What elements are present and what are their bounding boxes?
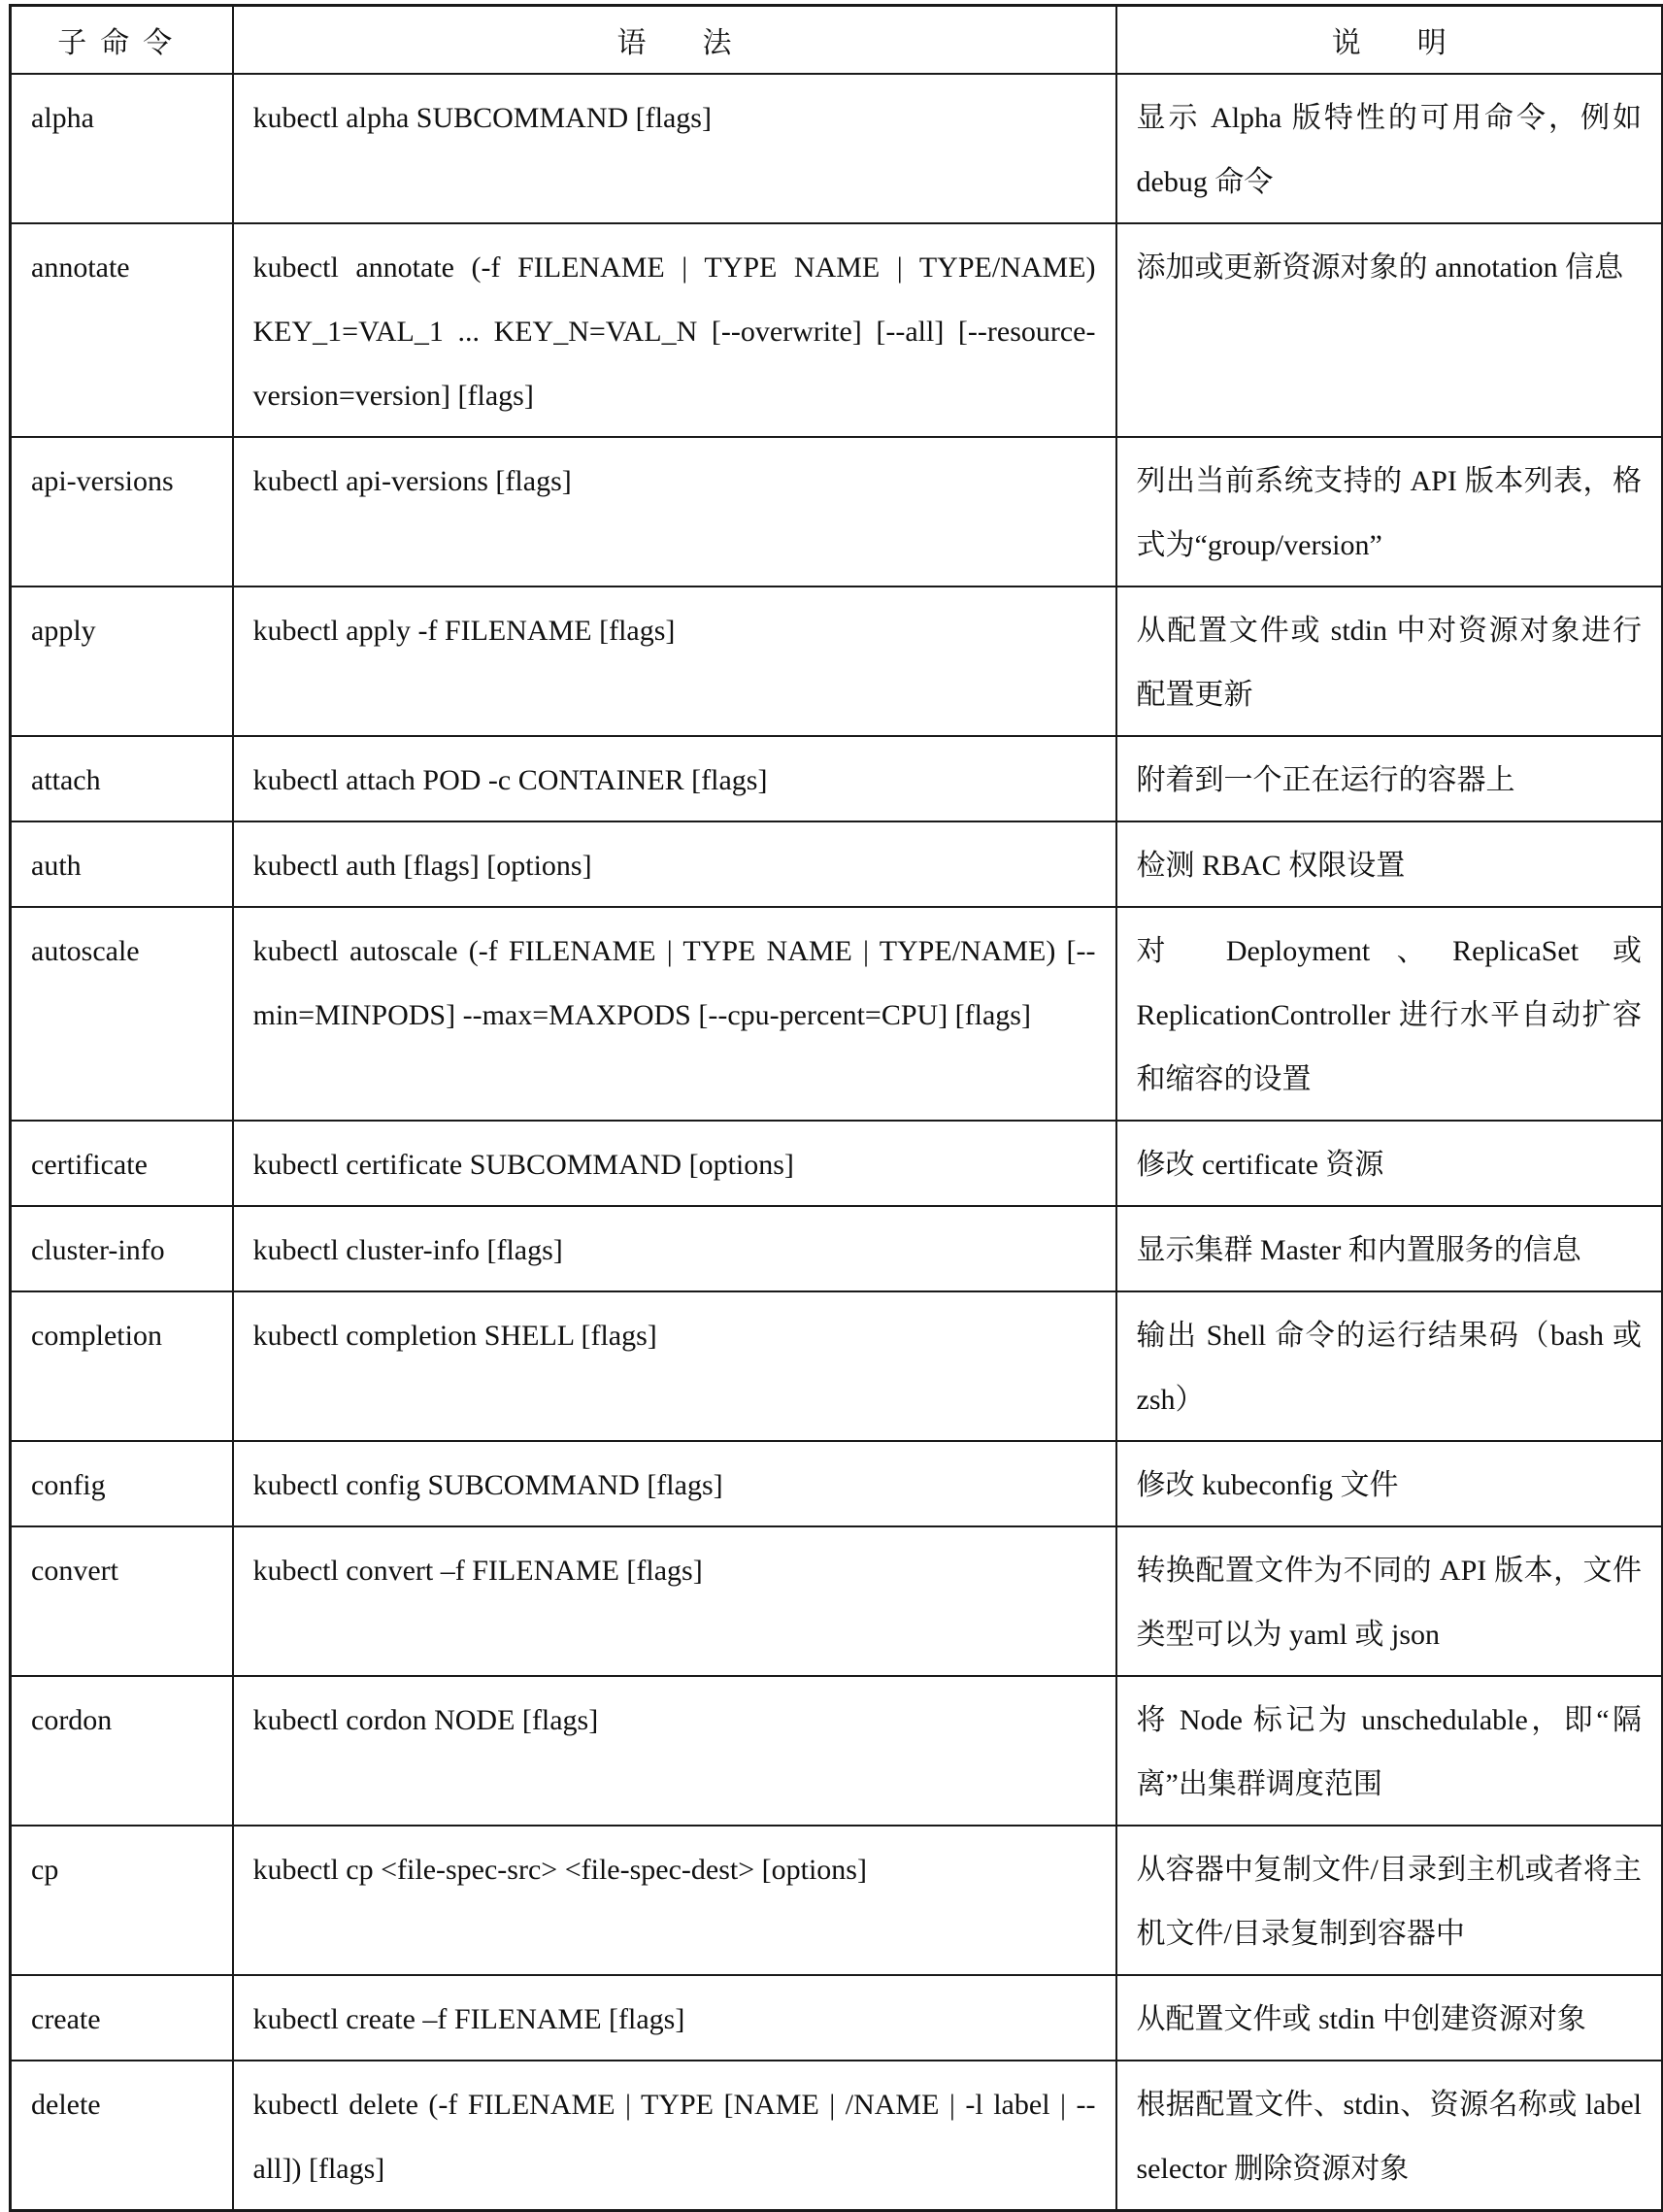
table-row (11, 74, 1663, 223)
table-row (11, 821, 1663, 907)
cell-description: 附着到一个正在运行的容器上 (1116, 736, 1663, 821)
header-syntax: 语法 (233, 6, 1116, 75)
cell-description: 从容器中复制文件/目录到主机或者将主机文件/目录复制到容器中 (1116, 1826, 1663, 1975)
cell-description: 从配置文件或 stdin 中创建资源对象 (1116, 1975, 1663, 2061)
table-body (11, 74, 1663, 2211)
cell-syntax: kubectl autoscale (-f FILENAME | TYPE NAME | TYPE/NAME) [--min=MINPODS] --max=MAXPODS [--cpu-percent=CPU] [flags] (233, 907, 1116, 1121)
cell-subcommand: certificate (11, 1121, 233, 1206)
cell-description: 显示集群 Master 和内置服务的信息 (1116, 1206, 1663, 1291)
cell-syntax: kubectl create –f FILENAME [flags] (233, 1975, 1116, 2061)
cell-subcommand: autoscale (11, 907, 233, 1121)
cell-subcommand: config (11, 1441, 233, 1526)
cell-description: 将 Node 标记为 unschedulable，即“隔离”出集群调度范围 (1116, 1676, 1663, 1826)
cell-subcommand: auth (11, 821, 233, 907)
table-row (11, 587, 1663, 736)
table-row (11, 2061, 1663, 2211)
cell-syntax: kubectl convert –f FILENAME [flags] (233, 1526, 1116, 1676)
cell-syntax: kubectl attach POD -c CONTAINER [flags] (233, 736, 1116, 821)
cell-description: 检测 RBAC 权限设置 (1116, 821, 1663, 907)
cell-subcommand: api-versions (11, 437, 233, 587)
cell-syntax: kubectl api-versions [flags] (233, 437, 1116, 587)
cell-syntax: kubectl auth [flags] [options] (233, 821, 1116, 907)
cell-subcommand: completion (11, 1291, 233, 1441)
cell-description: 输出 Shell 命令的运行结果码（bash 或 zsh） (1116, 1291, 1663, 1441)
cell-syntax: kubectl cluster-info [flags] (233, 1206, 1116, 1291)
cell-syntax: kubectl alpha SUBCOMMAND [flags] (233, 74, 1116, 223)
cell-syntax: kubectl completion SHELL [flags] (233, 1291, 1116, 1441)
cell-description: 从配置文件或 stdin 中对资源对象进行配置更新 (1116, 587, 1663, 736)
cell-description: 对 Deployment、ReplicaSet 或 ReplicationController 进行水平自动扩容和缩容的设置 (1116, 907, 1663, 1121)
table-row (11, 1975, 1663, 2061)
cell-subcommand: delete (11, 2061, 233, 2211)
cell-subcommand: create (11, 1975, 233, 2061)
cell-description: 显示 Alpha 版特性的可用命令，例如 debug 命令 (1116, 74, 1663, 223)
cell-syntax: kubectl cordon NODE [flags] (233, 1676, 1116, 1826)
cell-subcommand: annotate (11, 223, 233, 437)
cell-description: 修改 kubeconfig 文件 (1116, 1441, 1663, 1526)
cell-subcommand: attach (11, 736, 233, 821)
table-row (11, 1291, 1663, 1441)
cell-description: 添加或更新资源对象的 annotation 信息 (1116, 223, 1663, 437)
table-row (11, 736, 1663, 821)
header-subcommand: 子命令 (11, 6, 233, 75)
cell-description: 列出当前系统支持的 API 版本列表，格式为“group/version” (1116, 437, 1663, 587)
table-row (11, 223, 1663, 437)
cell-syntax: kubectl config SUBCOMMAND [flags] (233, 1441, 1116, 1526)
kubectl-command-table-container (9, 4, 1661, 2212)
cell-subcommand: cluster-info (11, 1206, 233, 1291)
table-header-row (11, 6, 1663, 75)
cell-syntax: kubectl apply -f FILENAME [flags] (233, 587, 1116, 736)
table-row (11, 1526, 1663, 1676)
cell-subcommand: cordon (11, 1676, 233, 1826)
cell-subcommand: cp (11, 1826, 233, 1975)
table-row (11, 1121, 1663, 1206)
table-row (11, 1826, 1663, 1975)
kubectl-command-table (9, 4, 1663, 2212)
cell-subcommand: apply (11, 587, 233, 736)
header-description: 说明 (1116, 6, 1663, 75)
cell-syntax: kubectl annotate (-f FILENAME | TYPE NAME | TYPE/NAME) KEY_1=VAL_1 ... KEY_N=VAL_N [--overwrite] [--all] [--resource-version=version] [flags] (233, 223, 1116, 437)
cell-description: 转换配置文件为不同的 API 版本，文件类型可以为 yaml 或 json (1116, 1526, 1663, 1676)
cell-subcommand: convert (11, 1526, 233, 1676)
cell-subcommand: alpha (11, 74, 233, 223)
cell-syntax: kubectl delete (-f FILENAME | TYPE [NAME | /NAME | -l label | --all]) [flags] (233, 2061, 1116, 2211)
table-row (11, 1206, 1663, 1291)
table-row (11, 437, 1663, 587)
table-row (11, 907, 1663, 1121)
table-row (11, 1676, 1663, 1826)
cell-syntax: kubectl cp <file-spec-src> <file-spec-dest> [options] (233, 1826, 1116, 1975)
cell-syntax: kubectl certificate SUBCOMMAND [options] (233, 1121, 1116, 1206)
cell-description: 修改 certificate 资源 (1116, 1121, 1663, 1206)
cell-description: 根据配置文件、stdin、资源名称或 label selector 删除资源对象 (1116, 2061, 1663, 2211)
table-row (11, 1441, 1663, 1526)
